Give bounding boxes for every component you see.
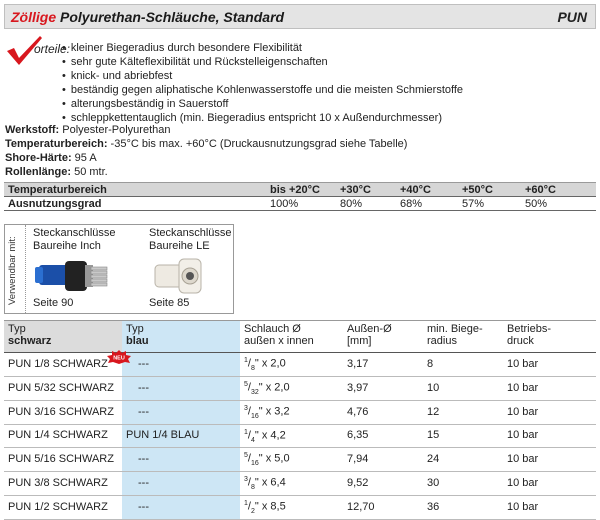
type-black-cell bbox=[4, 424, 122, 448]
divider bbox=[25, 225, 26, 313]
header-line: Typ bbox=[126, 323, 144, 335]
type-black-cell bbox=[4, 400, 122, 424]
outer-diameter-cell: 3,97 bbox=[343, 376, 423, 400]
table-row[interactable] bbox=[4, 376, 596, 400]
header-type-black bbox=[4, 321, 122, 353]
spec-value: 50 mtr. bbox=[71, 166, 108, 178]
temperature-cell: bis +20°C bbox=[266, 183, 336, 197]
inner-diameter: " x 2,0 bbox=[254, 357, 286, 370]
title-bar bbox=[4, 4, 596, 29]
fraction-denominator: 16 bbox=[250, 460, 259, 468]
utilization-cell: 50% bbox=[521, 197, 596, 211]
type-black-value: PUN 1/4 SCHWARZ bbox=[8, 429, 108, 442]
header-line: außen x innen bbox=[244, 335, 314, 347]
temperature-cell: +30°C bbox=[336, 183, 396, 197]
fraction-numerator: 1 bbox=[244, 357, 248, 364]
fraction-numerator: 5 bbox=[244, 452, 248, 460]
page-title bbox=[11, 9, 284, 25]
table-row[interactable] bbox=[4, 424, 596, 448]
table-row[interactable] bbox=[4, 496, 596, 520]
outer-diameter-cell: 6,35 bbox=[343, 424, 423, 448]
outer-diameter-cell: 4,76 bbox=[343, 400, 423, 424]
hose-size-cell: $^5/_{16}$" x 5,0 bbox=[240, 448, 343, 472]
pressure-cell: 10 bar bbox=[503, 400, 596, 424]
inner-diameter: " x 2,0 bbox=[258, 381, 290, 394]
title-highlight: Zöllige bbox=[11, 9, 57, 25]
inner-diameter: " x 5,0 bbox=[258, 453, 290, 466]
utilization-row bbox=[4, 197, 596, 211]
type-black-cell bbox=[4, 472, 122, 496]
utilization-cell: 57% bbox=[458, 197, 521, 211]
type-blue-cell bbox=[122, 496, 240, 520]
type-black-cell bbox=[4, 496, 122, 520]
header-line: druck bbox=[507, 335, 534, 347]
header-line: min. Biege- bbox=[427, 323, 483, 335]
connector-line2: Baureihe Inch bbox=[33, 240, 101, 252]
utilization-cell: 68% bbox=[396, 197, 458, 211]
hose-size-cell: $^1/_4$" x 4,2 bbox=[240, 424, 343, 448]
header-line: radius bbox=[427, 335, 457, 347]
header-type-blue bbox=[122, 321, 240, 353]
connector-inch-caption bbox=[33, 227, 116, 253]
list-item: • beständig gegen aliphatische Kohlenwasserstoffe und die meisten Schmierstoffe bbox=[62, 83, 463, 97]
pressure-cell: 10 bar bbox=[503, 448, 596, 472]
utilization-label: Ausnutzungsgrad bbox=[4, 197, 266, 211]
outer-diameter-cell: 12,70 bbox=[343, 496, 423, 520]
benefits-label: orteile: bbox=[34, 42, 71, 56]
header-line: Schlauch Ø bbox=[244, 323, 301, 335]
fraction-numerator: 1 bbox=[244, 500, 248, 508]
spec-label: Shore-Härte: bbox=[5, 152, 72, 164]
table-row[interactable] bbox=[4, 448, 596, 472]
hose-size-cell: $^5/_{32}$" x 2,0 bbox=[240, 376, 343, 400]
type-blue-cell bbox=[122, 353, 240, 377]
table-row[interactable] bbox=[4, 353, 596, 377]
pressure-cell: 10 bar bbox=[503, 376, 596, 400]
fraction-denominator: 4 bbox=[250, 436, 255, 444]
outer-diameter-cell: 7,94 bbox=[343, 448, 423, 472]
type-blue-value: --- bbox=[138, 381, 149, 394]
fraction-numerator: 1 bbox=[244, 428, 248, 436]
type-black-cell bbox=[4, 353, 125, 377]
type-black-value: PUN 1/2 SCHWARZ bbox=[8, 500, 108, 513]
product-header-row bbox=[4, 321, 596, 353]
table-row[interactable] bbox=[4, 400, 596, 424]
header-line: Außen-Ø bbox=[347, 323, 392, 335]
connector-line1: Steckanschlüsse bbox=[149, 227, 232, 239]
list-item: • sehr gute Kälteflexibilität und Rückstelleigenschaften bbox=[62, 55, 463, 69]
fraction-denominator: 8 bbox=[250, 484, 255, 492]
type-black-value: PUN 3/8 SCHWARZ bbox=[8, 477, 108, 490]
type-blue-cell bbox=[122, 376, 240, 400]
type-blue-cell bbox=[122, 424, 240, 448]
type-black-value: PUN 5/16 SCHWARZ bbox=[8, 453, 114, 466]
temperature-cell: +40°C bbox=[396, 183, 458, 197]
list-item: • alterungsbeständig in Sauerstoff bbox=[62, 97, 463, 111]
spec-roll-length bbox=[5, 165, 407, 179]
header-bend-radius bbox=[423, 321, 503, 353]
connector-line2: Baureihe LE bbox=[149, 240, 210, 252]
spec-label: Rollenlänge: bbox=[5, 166, 72, 178]
benefits-list bbox=[62, 41, 463, 125]
hose-size-cell: $^1/_8$" x 2,0 bbox=[240, 353, 343, 377]
inner-diameter: " x 8,5 bbox=[254, 500, 286, 513]
type-black-cell bbox=[4, 376, 122, 400]
type-blue-value: PUN 1/4 BLAU bbox=[126, 429, 200, 442]
pressure-cell: 10 bar bbox=[503, 496, 596, 520]
product-table bbox=[4, 320, 596, 520]
bend-radius-cell: 30 bbox=[423, 472, 503, 496]
outer-diameter-cell: 3,17 bbox=[343, 353, 423, 377]
product-rows bbox=[4, 353, 596, 520]
type-blue-value: --- bbox=[138, 405, 149, 418]
fraction-numerator: 5 bbox=[244, 380, 248, 388]
spec-value: -35°C bis max. +60°C (Druckausnutzungsgrad siehe Tabelle) bbox=[107, 138, 408, 150]
connector-inch-page: Seite 90 bbox=[33, 297, 74, 309]
inch-fitting-image[interactable] bbox=[35, 255, 111, 297]
outer-diameter-cell: 9,52 bbox=[343, 472, 423, 496]
type-blue-value: --- bbox=[138, 477, 149, 490]
new-badge-text: NEU bbox=[113, 355, 125, 362]
fraction-numerator: 3 bbox=[244, 404, 248, 412]
bend-radius-cell: 10 bbox=[423, 376, 503, 400]
type-blue-value: --- bbox=[138, 357, 149, 370]
spec-label: Werkstoff: bbox=[5, 124, 60, 136]
spec-value: Polyester-Polyurethan bbox=[59, 124, 171, 136]
type-blue-value: --- bbox=[138, 453, 149, 466]
header-outer-diameter bbox=[343, 321, 423, 353]
type-blue-cell bbox=[122, 400, 240, 424]
header-line: blau bbox=[126, 335, 149, 347]
bend-radius-cell: 36 bbox=[423, 496, 503, 520]
temperature-cell: +50°C bbox=[458, 183, 521, 197]
fraction-denominator: 32 bbox=[250, 388, 259, 396]
header-pressure bbox=[503, 321, 596, 353]
spec-temperature bbox=[5, 137, 407, 151]
bend-radius-cell: 12 bbox=[423, 400, 503, 424]
le-fitting-image[interactable] bbox=[153, 255, 213, 297]
spec-value: 95 A bbox=[71, 152, 97, 164]
list-item: • kleiner Biegeradius durch besondere Flexibilität bbox=[62, 41, 463, 55]
temperature-table bbox=[4, 182, 596, 211]
header-line: [mm] bbox=[347, 335, 372, 347]
hose-size-cell: $^1/_2$" x 8,5 bbox=[240, 496, 343, 520]
connector-le-page: Seite 85 bbox=[149, 297, 190, 309]
header-line: schwarz bbox=[8, 335, 52, 347]
list-item: • schleppkettentauglich (min. Biegeradius entspricht 10 x Außendurchmesser) bbox=[62, 111, 463, 125]
usable-with-box bbox=[4, 224, 234, 314]
temperature-header-label: Temperaturbereich bbox=[4, 183, 266, 197]
pressure-cell: 10 bar bbox=[503, 353, 596, 377]
bend-radius-cell: 15 bbox=[423, 424, 503, 448]
header-line: Typ bbox=[8, 323, 26, 335]
inner-diameter: " x 4,2 bbox=[254, 429, 286, 442]
type-blue-value: --- bbox=[138, 500, 149, 513]
bend-radius-cell: 24 bbox=[423, 448, 503, 472]
specs-block bbox=[5, 123, 407, 179]
fraction-denominator: 8 bbox=[250, 364, 255, 372]
type-blue-cell bbox=[122, 472, 240, 496]
type-black-value: PUN 1/8 SCHWARZ bbox=[8, 357, 108, 370]
utilization-cell: 80% bbox=[336, 197, 396, 211]
inner-diameter: " x 3,2 bbox=[258, 405, 290, 418]
usable-with-label: Verwendbar mit: bbox=[7, 236, 18, 305]
fraction-denominator: 2 bbox=[250, 507, 255, 515]
type-black-value: PUN 5/32 SCHWARZ bbox=[8, 381, 114, 394]
hose-size-cell: $^3/_{16}$" x 3,2 bbox=[240, 400, 343, 424]
type-black-value: PUN 3/16 SCHWARZ bbox=[8, 405, 114, 418]
spec-label: Temperaturbereich: bbox=[5, 138, 108, 150]
list-item: • knick- und abriebfest bbox=[62, 69, 463, 83]
hose-size-cell: $^3/_8$" x 6,4 bbox=[240, 472, 343, 496]
type-blue-cell bbox=[122, 448, 240, 472]
header-line: Betriebs- bbox=[507, 323, 552, 335]
header-hose bbox=[240, 321, 343, 353]
fraction-denominator: 16 bbox=[250, 412, 259, 420]
title-text: Polyurethan-Schläuche, Standard bbox=[56, 9, 285, 25]
connector-le-caption bbox=[149, 227, 232, 253]
connector-line1: Steckanschlüsse bbox=[33, 227, 116, 239]
utilization-cell: 100% bbox=[266, 197, 336, 211]
temperature-header-row bbox=[4, 183, 596, 197]
pressure-cell: 10 bar bbox=[503, 472, 596, 496]
temperature-cell: +60°C bbox=[521, 183, 596, 197]
inner-diameter: " x 6,4 bbox=[254, 476, 286, 489]
fraction-numerator: 3 bbox=[244, 476, 248, 484]
table-row[interactable] bbox=[4, 472, 596, 496]
new-badge-icon bbox=[106, 350, 132, 364]
type-black-cell bbox=[4, 448, 122, 472]
series-code: PUN bbox=[557, 9, 587, 25]
bend-radius-cell: 8 bbox=[423, 353, 503, 377]
pressure-cell: 10 bar bbox=[503, 424, 596, 448]
spec-hardness bbox=[5, 151, 407, 165]
spec-material bbox=[5, 123, 407, 137]
